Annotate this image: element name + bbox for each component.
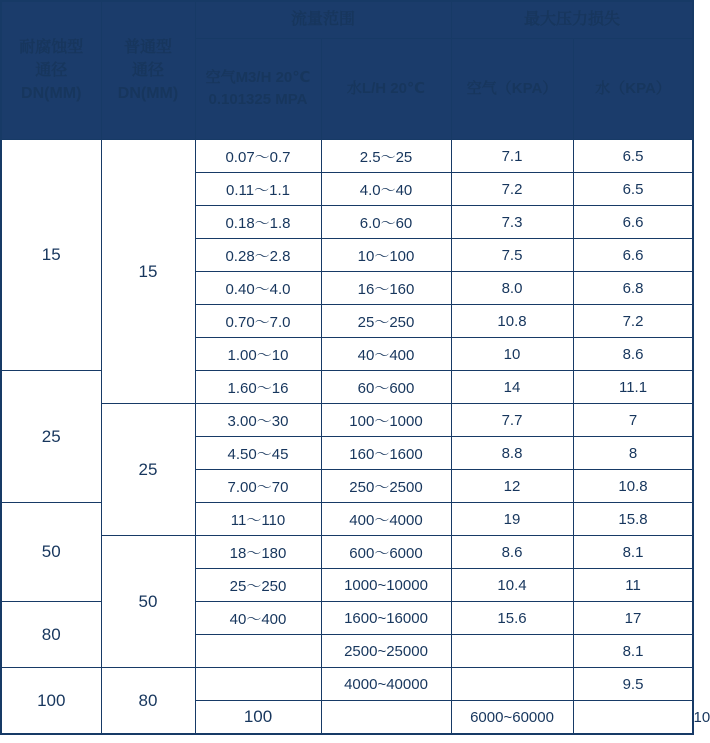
cell-air-kpa: 8.6: [451, 536, 573, 569]
header-air-flow: 空气M3/H 20℃ 0.101325 MPA: [195, 39, 321, 140]
cell-water-flow: 10～100: [321, 239, 451, 272]
cell-air-kpa: [451, 635, 573, 668]
cell-water-flow: 16～160: [321, 272, 451, 305]
header-corrosion-dn-line2: 通径: [35, 61, 68, 79]
cell-air-flow: 7.00～70: [195, 470, 321, 503]
cell-air-kpa: 10: [451, 338, 573, 371]
header-air-kpa: 空气（KPA）: [451, 39, 573, 140]
cell-corrosion-dn: 50: [1, 503, 101, 602]
header-corrosion-dn-line1: 耐腐蚀型: [19, 38, 84, 56]
cell-air-kpa: [451, 668, 573, 701]
cell-water-kpa: 7: [573, 404, 693, 437]
cell-water-kpa: 11.1: [573, 371, 693, 404]
header-normal-dn-line3: DN(MM): [117, 85, 179, 103]
cell-water-kpa: 9.5: [573, 668, 693, 701]
cell-water-kpa: 6.8: [573, 272, 693, 305]
header-group-max-pressure-loss: 最大压力损失: [451, 1, 693, 39]
cell-water-flow: 1000~10000: [321, 569, 451, 602]
header-normal-dn-line2: 通径: [131, 61, 164, 79]
cell-water-flow: 4000~40000: [321, 668, 451, 701]
cell-air-kpa: 19: [451, 503, 573, 536]
cell-water-kpa: 11: [573, 569, 693, 602]
cell-corrosion-dn: 100: [1, 668, 101, 735]
cell-normal-dn: 80: [101, 668, 195, 735]
cell-air-flow: 0.40～4.0: [195, 272, 321, 305]
cell-air-kpa: [573, 701, 693, 735]
cell-air-flow: [321, 701, 451, 735]
cell-water-kpa: 7.2: [573, 305, 693, 338]
cell-air-kpa: 7.3: [451, 206, 573, 239]
cell-air-flow: 40～400: [195, 602, 321, 635]
cell-air-flow: 0.28～2.8: [195, 239, 321, 272]
cell-water-flow: 1600~16000: [321, 602, 451, 635]
table-body: [1, 140, 710, 735]
cell-air-flow: 1.00～10: [195, 338, 321, 371]
cell-water-kpa: 8: [573, 437, 693, 470]
cell-air-kpa: 7.5: [451, 239, 573, 272]
cell-air-kpa: 7.7: [451, 404, 573, 437]
cell-water-kpa: 6.5: [573, 140, 693, 173]
cell-water-flow: 40～400: [321, 338, 451, 371]
cell-air-flow: 11～110: [195, 503, 321, 536]
cell-water-kpa: 15.8: [573, 503, 693, 536]
cell-air-kpa: 15.6: [451, 602, 573, 635]
cell-air-flow: 0.07～0.7: [195, 140, 321, 173]
header-corrosion-dn: [1, 1, 101, 140]
cell-water-flow: 60～600: [321, 371, 451, 404]
cell-water-kpa: 8.6: [573, 338, 693, 371]
cell-normal-dn: 15: [101, 140, 195, 404]
cell-air-flow: [195, 635, 321, 668]
cell-corrosion-dn: 15: [1, 140, 101, 371]
cell-air-flow: 0.70～7.0: [195, 305, 321, 338]
cell-water-flow: 2500~25000: [321, 635, 451, 668]
header-water-kpa: 水（KPA）: [573, 39, 693, 140]
cell-corrosion-dn: 25: [1, 371, 101, 503]
cell-air-flow: 0.11～1.1: [195, 173, 321, 206]
header-normal-dn-line1: 普通型: [123, 38, 172, 56]
header-group-flow-range: 流量范围: [195, 1, 451, 39]
cell-air-flow: 1.60～16: [195, 371, 321, 404]
cell-air-flow: 0.18～1.8: [195, 206, 321, 239]
cell-air-kpa: 10.4: [451, 569, 573, 602]
cell-normal-dn: 100: [195, 701, 321, 735]
cell-water-flow: 400～4000: [321, 503, 451, 536]
header-normal-dn: [101, 1, 195, 140]
cell-water-flow: 25～250: [321, 305, 451, 338]
cell-water-flow: 4.0～40: [321, 173, 451, 206]
cell-air-flow: 4.50～45: [195, 437, 321, 470]
cell-air-kpa: 7.2: [451, 173, 573, 206]
cell-normal-dn: 50: [101, 536, 195, 668]
cell-air-flow: 3.00～30: [195, 404, 321, 437]
cell-air-kpa: 8.8: [451, 437, 573, 470]
table-row: [1, 140, 693, 173]
table-row: [1, 404, 693, 437]
cell-air-flow: 18～180: [195, 536, 321, 569]
header-row-groups: [1, 1, 693, 39]
cell-water-flow: 100～1000: [321, 404, 451, 437]
cell-air-flow: 25～250: [195, 569, 321, 602]
table-row: [1, 668, 693, 701]
cell-air-kpa: 7.1: [451, 140, 573, 173]
cell-water-kpa: 10.8: [573, 470, 693, 503]
table-row: [1, 536, 693, 569]
table-header: [1, 1, 693, 140]
cell-air-kpa: 8.0: [451, 272, 573, 305]
cell-air-kpa: 12: [451, 470, 573, 503]
cell-water-flow: 2.5～25: [321, 140, 451, 173]
cell-water-kpa: 8.1: [573, 536, 693, 569]
cell-air-flow: [195, 668, 321, 701]
cell-water-flow: 600～6000: [321, 536, 451, 569]
cell-water-kpa: 6.5: [573, 173, 693, 206]
cell-water-flow: 6.0～60: [321, 206, 451, 239]
table-row: 100 6000~60000 10: [1, 701, 693, 735]
cell-air-kpa: 14: [451, 371, 573, 404]
cell-water-kpa: 17: [573, 602, 693, 635]
cell-water-flow: 250～2500: [321, 470, 451, 503]
cell-water-flow: 6000~60000: [451, 701, 573, 735]
header-corrosion-dn-line3: DN(MM): [21, 85, 82, 103]
cell-water-kpa: 6.6: [573, 206, 693, 239]
header-water-flow: 水L/H 20℃: [321, 39, 451, 140]
cell-corrosion-dn: 80: [1, 602, 101, 668]
cell-normal-dn: 25: [101, 404, 195, 536]
cell-air-kpa: 10.8: [451, 305, 573, 338]
cell-water-kpa: 6.6: [573, 239, 693, 272]
cell-water-flow: 160～1600: [321, 437, 451, 470]
cell-water-kpa: 8.1: [573, 635, 693, 668]
